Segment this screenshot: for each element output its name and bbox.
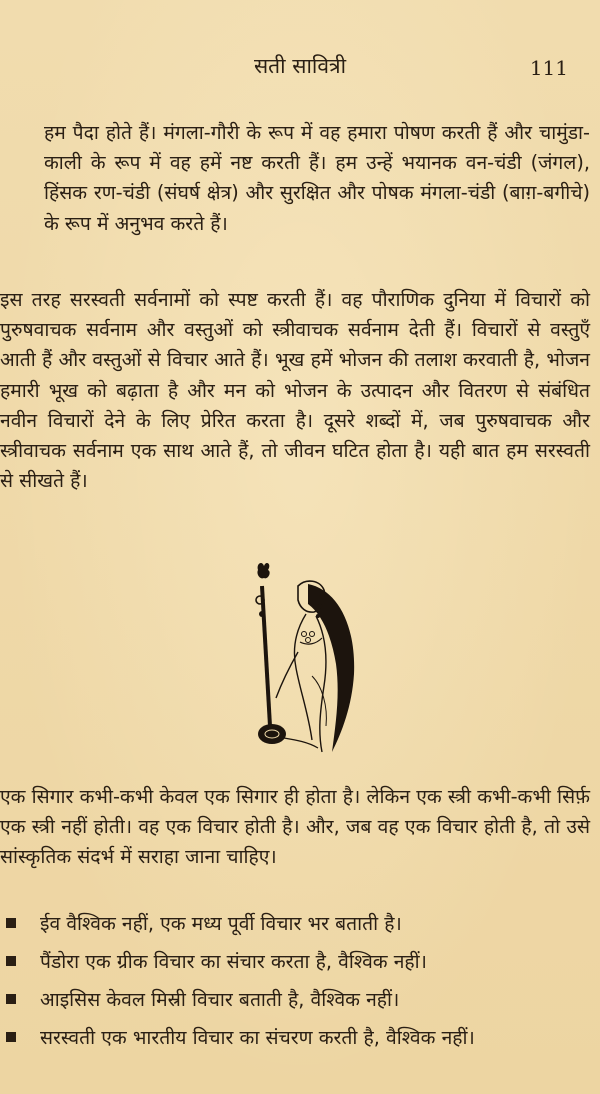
list-item — [0, 1019, 590, 1057]
list-item-text: आइसिस केवल मिस्री विचार बताती है, वैश्विक नहीं। — [40, 988, 400, 1011]
square-bullet-icon — [6, 994, 16, 1004]
running-title: सती सावित्री — [253, 54, 347, 78]
saraswati-veena-illustration — [236, 556, 362, 756]
paragraph-1: हम पैदा होते हैं। मंगला-गौरी के रूप में वह हमारा पोषण करती हैं और चामुंडा-काली के रूप में वह हमें नष्ट करती हैं। हम उन्हें भयानक वन-चंडी (जंगल), हिंसक रण-चंडी (संघर्ष क्षेत्र) और सुरक्षित और पोषक मंगला-चंडी (बाग़-बगीचे) के रूप में अनुभव करते हैं। — [44, 121, 590, 235]
list-item — [0, 943, 590, 981]
page-number: 111 — [529, 56, 568, 80]
square-bullet-icon — [6, 1032, 16, 1042]
list-item — [0, 905, 590, 943]
bullet-list — [0, 905, 590, 1057]
paragraph-3: एक सिगार कभी-कभी केवल एक सिगार ही होता है। लेकिन एक स्त्री कभी-कभी सिर्फ़ एक स्त्री नहीं होती। वह एक विचार होती है। और, जब वह एक विचार होती है, तो उसे सांस्कृतिक संदर्भ में सराहा जाना चाहिए। — [0, 785, 590, 869]
paragraph-2: इस तरह सरस्वती सर्वनामों को स्पष्ट करती हैं। वह पौराणिक दुनिया में विचारों को पुरुषवाचक सर्वनाम और वस्तुओं को स्त्रीवाचक सर्वनाम देती हैं। विचारों से वस्तुएँ आती हैं और वस्तुओं से विचार आते हैं। भूख हमें भोजन की तलाश करवाती है, भोजन हमारी भूख को बढ़ाता है और मन को भोजन के उत्पादन और वितरण से संबंधित नवीन विचारों देने के लिए प्रेरित करता है। दूसरे शब्दों में, जब पुरुषवाचक और स्त्रीवाचक सर्वनाम एक साथ आते हैं, तो जीवन घटित होता है। यही बात हम सरस्वती से सीखते हैं। — [0, 288, 590, 493]
list-item — [0, 981, 590, 1019]
page-header — [0, 52, 600, 82]
square-bullet-icon — [6, 956, 16, 966]
list-item-text: सरस्वती एक भारतीय विचार का संचरण करती है, वैश्विक नहीं। — [40, 1026, 475, 1049]
list-item-text: ईव वैश्विक नहीं, एक मध्य पूर्वी विचार भर बताती है। — [40, 912, 402, 935]
square-bullet-icon — [6, 918, 16, 928]
list-item-text: पैंडोरा एक ग्रीक विचार का संचार करता है, वैश्विक नहीं। — [40, 950, 427, 973]
